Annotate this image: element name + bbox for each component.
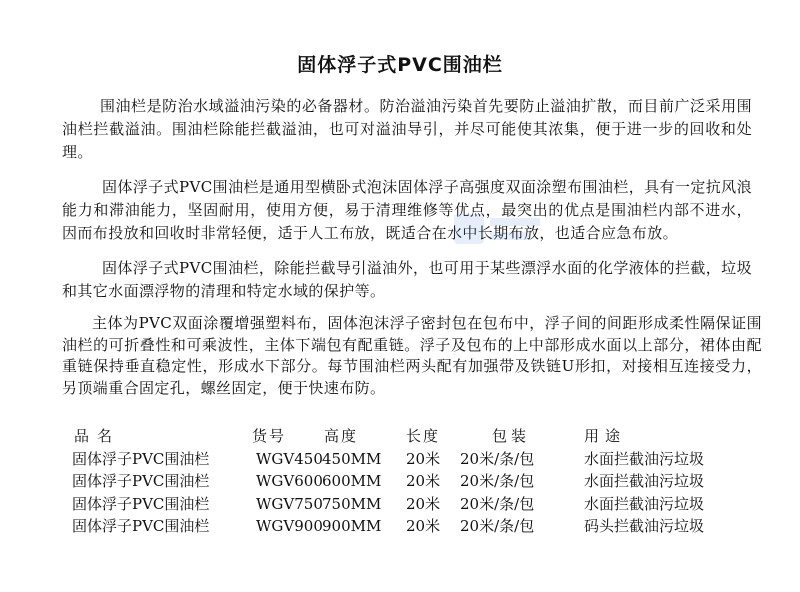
- header-model: 货号: [252, 427, 287, 445]
- cell-model: WGV750: [256, 494, 323, 513]
- paragraph-intro: 围油栏是防治水域溢油污染的必备器材。防治溢油污染首先要防止溢油扩散，而目前广泛采用围油栏拦截溢油。围油栏除能拦截溢油，也可对溢油导引，并尽可能使其浓集，便于进一步的回收和处理。: [62, 97, 752, 161]
- watermark-logo-icon: [452, 208, 544, 252]
- paragraph-features: 固体浮子式PVC围油栏是通用型横卧式泡沫固体浮子高强度双面涂塑布围油栏，具有一定抗风浪能力和滞油能力，坚固耐用，使用方便，易于清理维修等优点，最突出的优点是围油栏内部不进水，因而布投放和回收时非常轻便，适于人工布放，既适合在水中长期布放，也适合应急布放。: [62, 178, 752, 242]
- cell-product-name: 固体浮子PVC围油栏: [72, 517, 210, 535]
- cell-model: WGV450: [256, 449, 323, 468]
- cell-usage: 水面拦截油污垃圾: [584, 472, 705, 490]
- cell-packaging: 20米/条/包: [460, 449, 535, 468]
- cell-usage: 水面拦截油污垃圾: [584, 494, 705, 513]
- header-product-name: 品名: [74, 427, 121, 445]
- cell-model: WGV900: [256, 517, 323, 535]
- cell-usage: 码头拦截油污垃圾: [584, 517, 705, 535]
- cell-model: WGV600: [256, 472, 323, 490]
- cell-length: 20米: [406, 494, 441, 513]
- cell-packaging: 20米/条/包: [460, 494, 535, 513]
- header-packaging: 包装: [492, 427, 531, 445]
- page-title: 固体浮子式PVC围油栏: [297, 54, 503, 76]
- table-row: [72, 470, 752, 493]
- cell-usage: 水面拦截油污垃圾: [584, 449, 705, 468]
- cell-length: 20米: [406, 517, 441, 535]
- cell-product-name: 固体浮子PVC围油栏: [72, 494, 210, 513]
- paragraph-structure: 主体为PVC双面涂覆增强塑料布，固体泡沫浮子密封包在包布中，浮子间的间距形成柔性隔保证围油栏的可折叠性和可乘波性，主体下端包有配重链。浮子及包布的上中部形成水面以上部分，裙体由配重链保持垂直稳定性，形成水下部分。每节围油栏两头配有加强带及铁链U形扣，对接相互连接受力，另顶端重合固定孔，螺丝固定，便于快速布防。: [62, 314, 762, 397]
- table-header-row: [72, 425, 752, 448]
- cell-length: 20米: [406, 449, 441, 468]
- header-height: 高度: [324, 427, 359, 445]
- cell-height: 750MM: [322, 494, 382, 513]
- cell-height: 450MM: [322, 449, 382, 468]
- cell-packaging: 20米/条/包: [460, 472, 535, 490]
- header-usage: 用途: [584, 427, 627, 445]
- cell-product-name: 固体浮子PVC围油栏: [72, 472, 210, 490]
- table-row: [72, 448, 752, 471]
- cell-packaging: 20米/条/包: [460, 517, 535, 535]
- cell-length: 20米: [406, 472, 441, 490]
- table-row: [72, 493, 752, 516]
- cell-height: 900MM: [322, 517, 382, 535]
- product-spec-table: [72, 425, 752, 538]
- header-length: 长度: [406, 427, 441, 445]
- cell-height: 600MM: [322, 472, 382, 490]
- cell-product-name: 固体浮子PVC围油栏: [72, 449, 210, 468]
- table-row: [72, 515, 752, 538]
- paragraph-applications: 固体浮子式PVC围油栏，除能拦截导引溢油外，也可用于某些漂浮水面的化学液体的拦截，垃圾和其它水面漂浮物的清理和特定水域的保护等。: [62, 259, 752, 300]
